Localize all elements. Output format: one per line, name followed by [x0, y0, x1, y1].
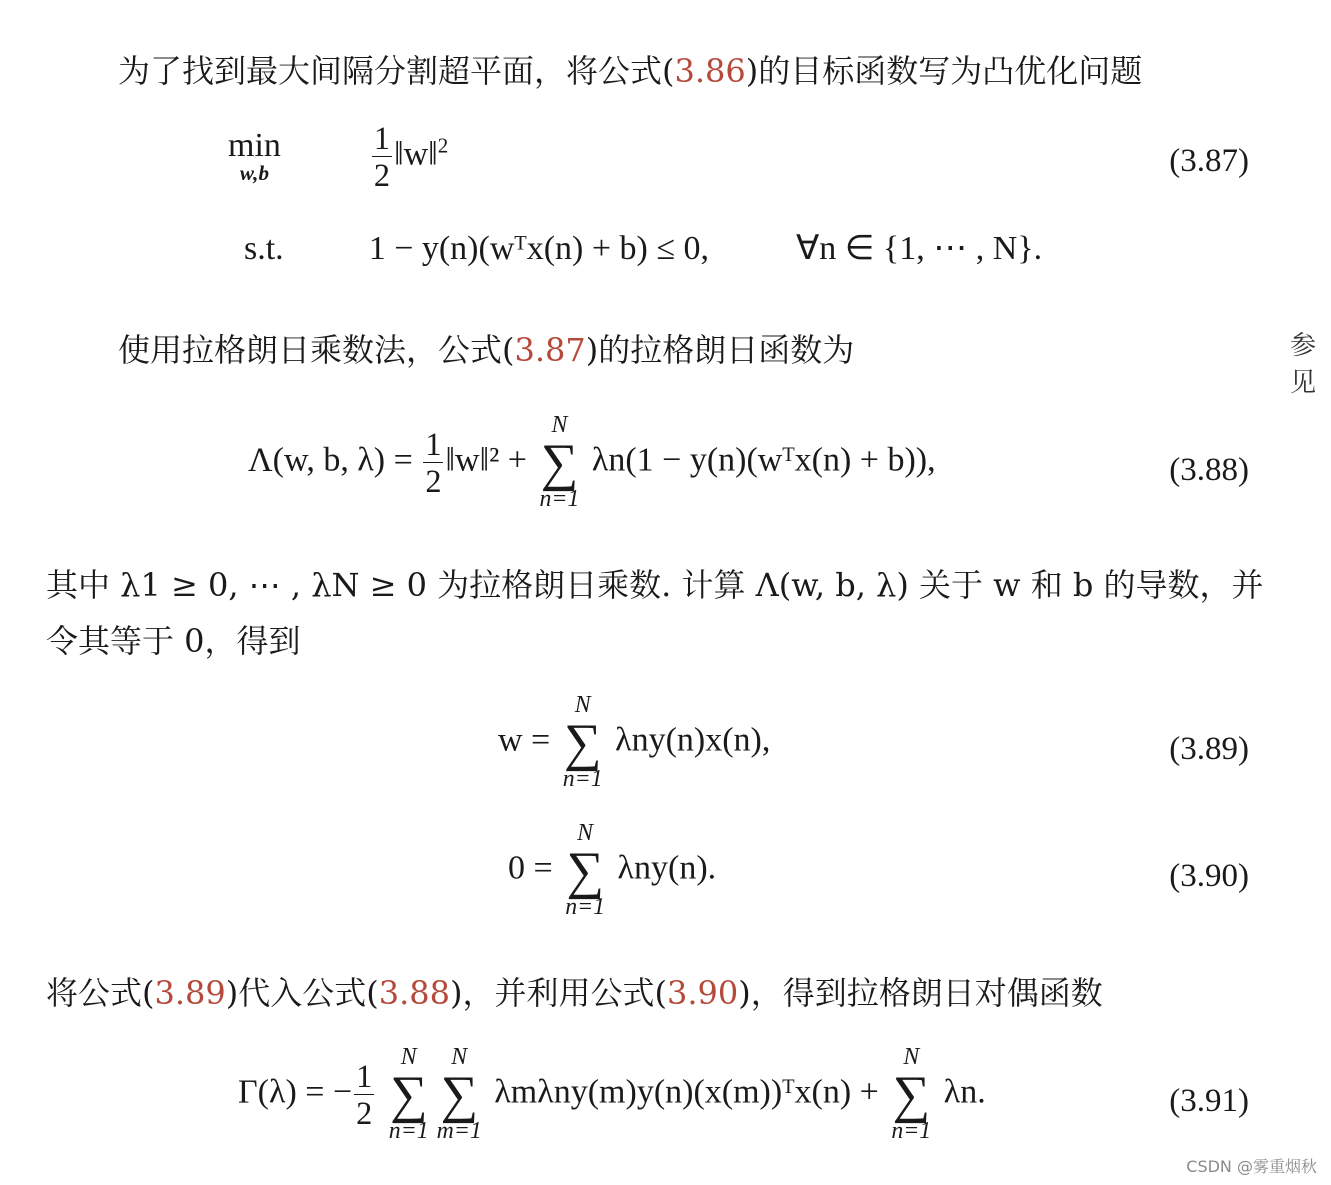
- para1-pre: 为了找到最大间隔分割超平面，将公式: [118, 52, 663, 90]
- summation-n: N ∑ n=1: [562, 692, 603, 792]
- w-lhs: w =: [498, 721, 551, 759]
- equation-number-3-90: (3.90): [1169, 858, 1249, 894]
- summation-m: N ∑ m=1: [436, 1044, 482, 1144]
- min-subscript: w,b: [239, 161, 269, 186]
- summation-n: N ∑ n=1: [539, 412, 580, 512]
- eq-ref-3-87[interactable]: 3.87: [514, 331, 586, 369]
- subject-to-label: s.t.: [244, 230, 284, 267]
- para1-post: 的目标函数写为凸优化问题: [758, 52, 1143, 90]
- summation-n: N ∑ n=1: [388, 1044, 429, 1144]
- margin-note: 参见: [1290, 331, 1317, 398]
- summation-n-2: N ∑ n=1: [891, 1044, 932, 1144]
- paragraph-3-line-2: 令其等于 0，得到: [46, 622, 301, 660]
- fraction-half: $\frac{1}{2}$: [373, 120, 391, 194]
- paragraph-1: 为了找到最大间隔分割超平面，将公式(3.86)的目标函数写为凸优化问题: [118, 52, 1143, 90]
- eq-ref-3-90[interactable]: 3.90: [666, 974, 739, 1012]
- watermark: CSDN @雾重烟秋: [1186, 1157, 1317, 1176]
- summation-n: N ∑ n=1: [565, 820, 606, 920]
- fraction-half: $\frac{1}{2}$: [425, 426, 442, 500]
- paragraph-3-line-1: 其中 λ1 ≥ 0, ⋯ , λN ≥ 0 为拉格朗日乘数. 计算 Λ(w, b, λ) 关于 w 和 b 的导数，并: [46, 566, 1264, 604]
- equation-number-3-91: (3.91): [1169, 1083, 1249, 1119]
- zero-lhs: 0 =: [508, 849, 553, 887]
- equation-number-3-89: (3.89): [1169, 731, 1249, 767]
- para2-post: 的拉格朗日函数为: [598, 331, 855, 369]
- eq-ref-3-86[interactable]: 3.86: [674, 52, 746, 90]
- equation-3-87-objective: min w,b $\frac{1}{2}$ ‖w‖$^2$: [228, 120, 449, 194]
- lagrangian-norm: ‖w‖² +: [445, 441, 527, 479]
- min-operator: min: [228, 127, 281, 165]
- equation-3-91: [238, 1046, 986, 1144]
- paragraph-4: 将公式(3.89)代入公式(3.88)，并利用公式(3.90)，得到拉格朗日对偶函数: [46, 974, 1103, 1012]
- equation-3-87-constraint: [244, 228, 1042, 268]
- dual-lhs: Γ(λ) = −: [238, 1073, 353, 1111]
- w-rhs: λny(n)x(n),: [615, 721, 771, 759]
- lagrangian-lhs: Λ(w, b, λ) =: [248, 441, 413, 479]
- para2-pre: 使用拉格朗日乘数法，公式: [118, 331, 503, 369]
- eq-ref-3-89[interactable]: 3.89: [154, 974, 226, 1012]
- dual-middle: λmλny(m)y(n)(x(m))ᵀx(n) +: [494, 1073, 879, 1111]
- fraction-half: $\frac{1}{2}$: [356, 1058, 373, 1132]
- dual-tail: λn.: [943, 1073, 986, 1111]
- equation-3-89: [498, 694, 770, 792]
- paragraph-2: 使用拉格朗日乘数法，公式(3.87)的拉格朗日函数为: [118, 331, 855, 369]
- equation-number-3-87: (3.87): [1169, 143, 1249, 179]
- equation-3-90: [508, 822, 716, 920]
- equation-number-3-88: (3.88): [1169, 452, 1249, 488]
- objective-norm: ‖w‖: [394, 135, 438, 173]
- equation-3-88: [248, 414, 936, 512]
- lagrangian-rhs: λn(1 − y(n)(wᵀx(n) + b)),: [591, 441, 936, 479]
- constraint-expression: 1 − y(n)(wᵀx(n) + b) ≤ 0,: [368, 230, 710, 267]
- zero-rhs: λny(n).: [617, 849, 717, 887]
- constraint-domain: ∀n ∈ {1, ⋯ , N}.: [796, 230, 1043, 267]
- eq-ref-3-88[interactable]: 3.88: [378, 974, 450, 1012]
